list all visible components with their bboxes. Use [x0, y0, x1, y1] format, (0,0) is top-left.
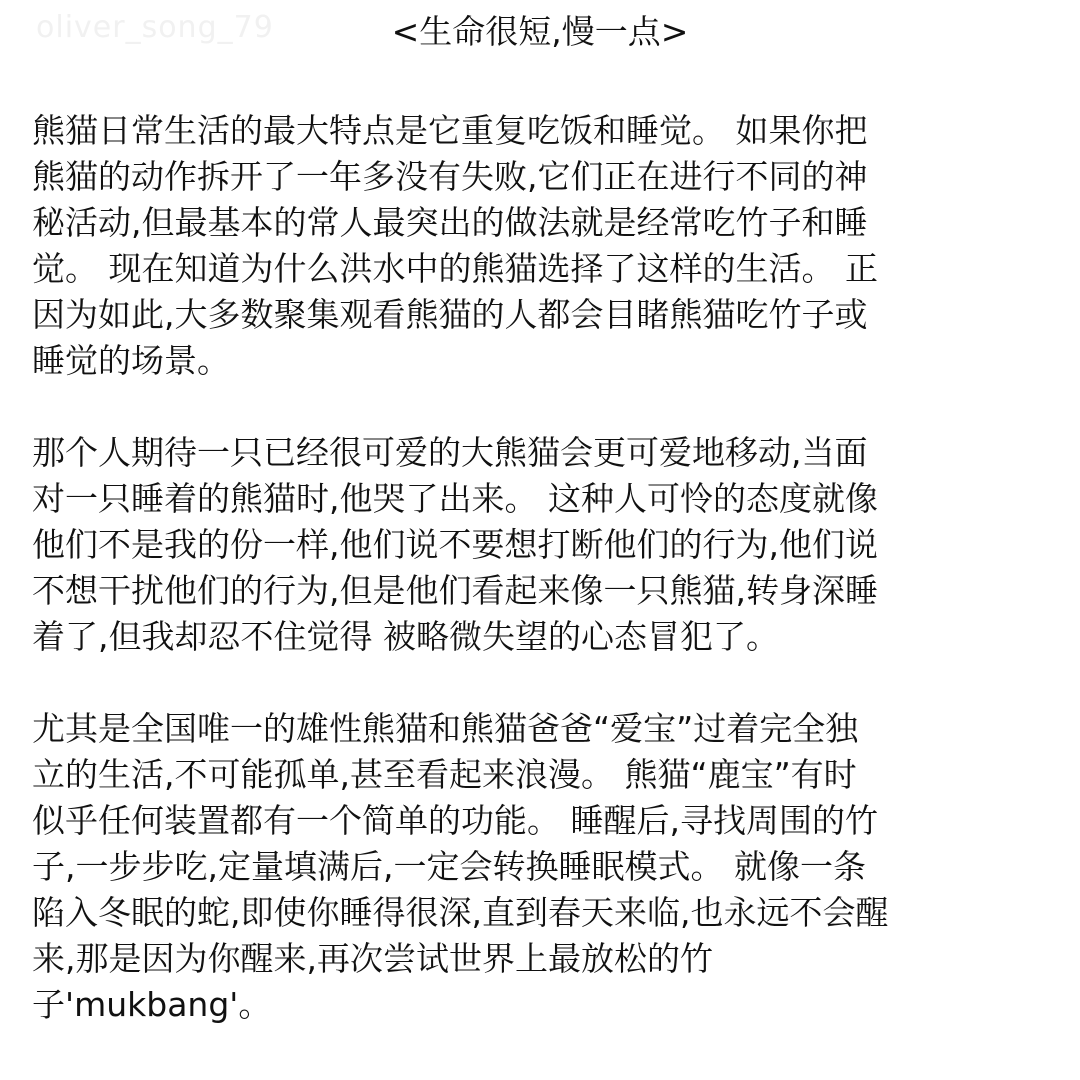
text-line: 子'mukbang'。 [32, 985, 272, 1024]
text-line: 尤其是全国唯一的雄性熊猫和熊猫爸爸“爱宝”过着完全独 [32, 709, 859, 748]
text-line: 子,一步步吃,定量填满后,一定会转换睡眠模式。 就像一条 [32, 847, 866, 886]
text-line: 秘活动,但最基本的常人最突出的做法就是经常吃竹子和睡 [32, 203, 868, 242]
post-title: <生命很短,慢一点> [391, 12, 689, 51]
text-line: 熊猫日常生活的最大特点是它重复吃饭和睡觉。 如果你把 [32, 111, 868, 150]
paragraph-3 [32, 706, 1052, 1028]
username-watermark: oliver_song_79 [36, 10, 274, 45]
text-line: 睡觉的场景。 [32, 341, 230, 380]
text-line: 熊猫的动作拆开了一年多没有失败,它们正在进行不同的神 [32, 157, 868, 196]
text-line: 对一只睡着的熊猫时,他哭了出来。 这种人可怜的态度就像 [32, 479, 878, 518]
post-body [32, 108, 1052, 1074]
text-line: 立的生活,不可能孤单,甚至看起来浪漫。 熊猫“鹿宝”有时 [32, 755, 857, 794]
text-line: 觉。 现在知道为什么洪水中的熊猫选择了这样的生活。 正 [32, 249, 878, 288]
text-line: 似乎任何装置都有一个简单的功能。 睡醒后,寻找周围的竹 [32, 801, 878, 840]
paragraph-2 [32, 430, 1052, 660]
text-line: 不想干扰他们的行为,但是他们看起来像一只熊猫,转身深睡 [32, 571, 878, 610]
paragraph-1 [32, 108, 1052, 384]
text-line: 因为如此,大多数聚集观看熊猫的人都会目睹熊猫吃竹子或 [32, 295, 868, 334]
text-line: 来,那是因为你醒来,再次尝试世界上最放松的竹 [32, 939, 713, 978]
text-line: 陷入冬眠的蛇,即使你睡得很深,直到春天来临,也永远不会醒 [32, 893, 889, 932]
text-line: 他们不是我的份一样,他们说不要想打断他们的行为,他们说 [32, 525, 878, 564]
text-line: 那个人期待一只已经很可爱的大熊猫会更可爱地移动,当面 [32, 433, 868, 472]
text-line: 着了,但我却忍不住觉得 被略微失望的心态冒犯了。 [32, 617, 779, 656]
